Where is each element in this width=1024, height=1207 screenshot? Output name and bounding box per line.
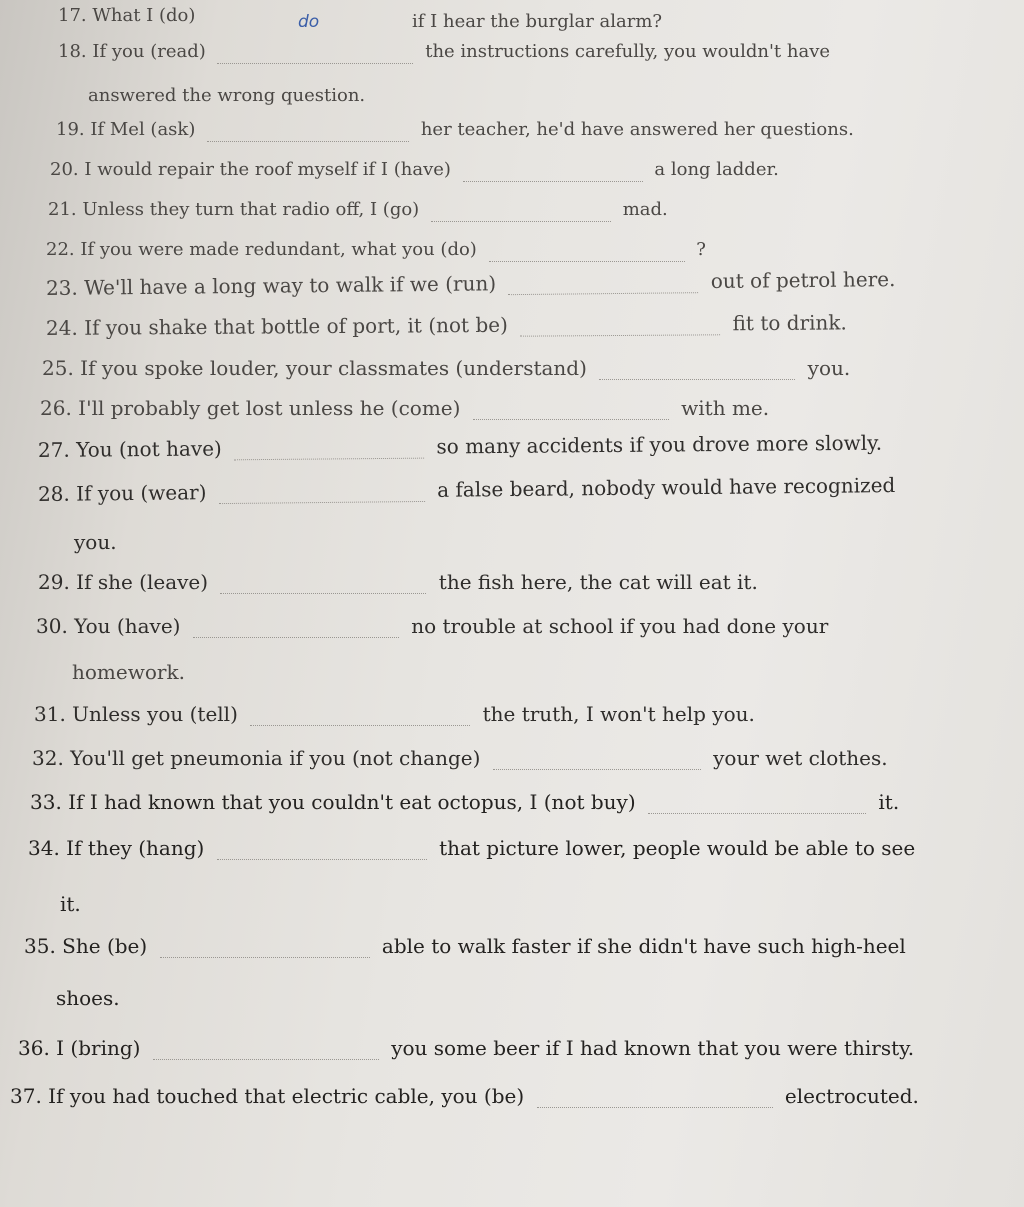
question-number: 20.: [50, 159, 79, 180]
question-continuation-wrap: it.: [60, 892, 81, 916]
answer-blank-25[interactable]: [599, 361, 795, 380]
question-continuation-wrap: homework.: [72, 660, 185, 684]
answer-blank-18[interactable]: [217, 45, 413, 64]
answer-blank-32[interactable]: [493, 751, 701, 770]
answer-blank-26[interactable]: [473, 401, 669, 420]
question-continuation: that picture lower, people would be able to see: [439, 836, 916, 860]
question-number: 19.: [56, 119, 85, 140]
question-continuation: the fish here, the cat will eat it.: [438, 570, 758, 594]
question-24: [46, 310, 847, 340]
question-27: [38, 431, 882, 462]
question-continuation: you.: [807, 356, 851, 380]
answer-blank-22[interactable]: [489, 243, 685, 262]
question-continuation: you some beer if I had known that you were thirsty.: [391, 1036, 915, 1060]
question-continuation: it.: [878, 790, 900, 814]
question-number: 22.: [46, 239, 75, 260]
question-continuation-wrap: you.: [74, 530, 117, 554]
answer-blank-35[interactable]: [160, 939, 370, 958]
question-prompt: If you (read): [92, 41, 206, 62]
handwritten-answer-17[interactable]: do: [298, 12, 320, 32]
question-18: [58, 40, 830, 64]
answer-blank-37[interactable]: [537, 1089, 773, 1108]
question-continuation: a false beard, nobody would have recognized: [437, 473, 896, 502]
answer-blank-20[interactable]: [463, 163, 643, 182]
answer-blank-30[interactable]: [193, 619, 399, 638]
question-continuation-wrap: answered the wrong question.: [88, 85, 366, 106]
question-continuation: with me.: [681, 396, 770, 420]
question-19: [56, 118, 854, 142]
answer-blank-19[interactable]: [207, 123, 409, 142]
question-number: 26.: [40, 396, 72, 420]
question-prompt: If you spoke louder, your classmates (understand): [80, 356, 587, 380]
question-prompt: I (bring): [56, 1036, 141, 1060]
answer-blank-23[interactable]: [508, 274, 698, 295]
question-prompt: You (not have): [76, 436, 222, 462]
question-35-wrap: [56, 986, 120, 1010]
question-number: 35.: [24, 934, 56, 958]
question-18-wrap: [88, 84, 365, 108]
question-23: [46, 267, 896, 300]
question-number: 37.: [10, 1084, 42, 1108]
question-29: [38, 570, 758, 594]
question-prompt: If you were made redundant, what you (do): [80, 239, 477, 260]
question-prompt: Unless they turn that radio off, I (go): [82, 199, 420, 220]
answer-blank-28[interactable]: [219, 483, 425, 504]
question-prompt: If you had touched that electric cable, you (be): [48, 1084, 525, 1108]
question-34: [28, 836, 915, 860]
question-number: 34.: [28, 836, 60, 860]
question-continuation: the truth, I won't help you.: [482, 702, 755, 726]
question-prompt: If they (hang): [66, 836, 205, 860]
question-continuation: fit to drink.: [732, 310, 847, 336]
answer-blank-34[interactable]: [217, 841, 427, 860]
question-number: 28.: [37, 481, 70, 506]
question-37: [10, 1084, 919, 1108]
question-continuation: ?: [696, 239, 706, 260]
question-continuation: if I hear the burglar alarm?: [412, 11, 663, 32]
question-prompt: You'll get pneumonia if you (not change): [70, 746, 481, 770]
question-32: [32, 746, 888, 770]
question-prompt: Unless you (tell): [72, 702, 238, 726]
question-prompt: If Mel (ask): [90, 119, 196, 140]
question-continuation: so many accidents if you drove more slowly.: [436, 430, 883, 459]
question-number: 36.: [18, 1036, 50, 1060]
question-17: [58, 4, 195, 28]
question-prompt: What I (do): [92, 5, 196, 26]
answer-blank-33[interactable]: [648, 795, 866, 814]
question-prompt: I'll probably get lost unless he (come): [78, 396, 461, 420]
answer-blank-21[interactable]: [431, 203, 611, 222]
question-number: 23.: [45, 275, 78, 300]
question-continuation: her teacher, he'd have answered her questions.: [420, 119, 854, 140]
question-continuation: a long ladder.: [654, 159, 779, 180]
question-21: [48, 198, 668, 222]
answer-blank-29[interactable]: [220, 575, 426, 594]
question-continuation: mad.: [622, 199, 668, 220]
question-continuation: out of petrol here.: [710, 267, 896, 294]
question-30-wrap: [72, 660, 185, 684]
answer-blank-27[interactable]: [234, 440, 424, 461]
question-number: 32.: [32, 746, 64, 770]
question-17-continuation: [412, 10, 662, 34]
question-continuation: your wet clothes.: [713, 746, 888, 770]
question-number: 27.: [37, 437, 70, 462]
question-prompt: You (have): [74, 614, 181, 638]
question-continuation: electrocuted.: [784, 1084, 919, 1108]
question-28-wrap: [74, 530, 117, 554]
question-35: [24, 934, 906, 958]
question-36: [18, 1036, 914, 1060]
question-prompt: She (be): [62, 934, 148, 958]
question-number: 18.: [58, 41, 87, 62]
question-prompt: I would repair the roof myself if I (have): [84, 159, 451, 180]
question-continuation-wrap: shoes.: [56, 986, 120, 1010]
question-prompt: If she (leave): [76, 570, 209, 594]
question-33: [30, 790, 899, 814]
answer-blank-36[interactable]: [153, 1041, 379, 1060]
question-26: [40, 396, 769, 420]
question-prompt: If you shake that bottle of port, it (not be): [84, 312, 508, 340]
question-22: [46, 238, 706, 262]
question-continuation: the instructions carefully, you wouldn't have: [425, 41, 831, 62]
question-34-wrap: [60, 892, 81, 916]
question-number: 17.: [58, 5, 87, 26]
question-number: 33.: [30, 790, 62, 814]
question-prompt: We'll have a long way to walk if we (run): [84, 271, 497, 300]
question-number: 30.: [36, 614, 68, 638]
question-20: [50, 158, 779, 182]
question-31: [34, 702, 755, 726]
question-number: 24.: [45, 315, 78, 340]
question-30: [36, 614, 828, 638]
question-25: [42, 356, 850, 380]
answer-blank-24[interactable]: [520, 316, 720, 336]
question-number: 21.: [48, 199, 77, 220]
question-continuation: no trouble at school if you had done your: [411, 614, 829, 638]
question-prompt: If I had known that you couldn't eat octopus, I (not buy): [68, 790, 636, 814]
question-28: [38, 473, 896, 506]
question-number: 29.: [38, 570, 70, 594]
answer-blank-31[interactable]: [250, 707, 470, 726]
question-number: 25.: [42, 356, 74, 380]
question-continuation: able to walk faster if she didn't have such high-heel: [381, 934, 906, 958]
question-prompt: If you (wear): [76, 480, 207, 506]
question-number: 31.: [34, 702, 66, 726]
